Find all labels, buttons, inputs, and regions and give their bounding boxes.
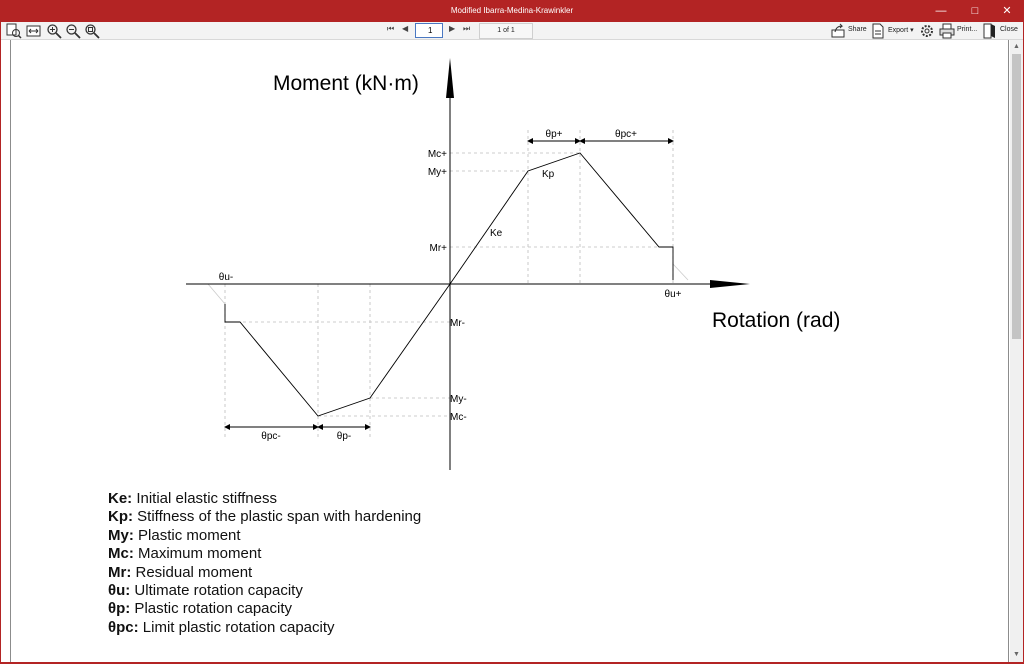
zoom-in-icon[interactable] <box>46 23 62 39</box>
x-axis-label: Rotation (rad) <box>712 309 841 332</box>
tick-mr-plus: Mr+ <box>429 243 447 254</box>
close-window-button[interactable]: ✕ <box>1002 5 1012 17</box>
label-kp: Kp <box>542 169 555 180</box>
label-theta-pc-minus: θpc- <box>261 431 281 442</box>
last-page-icon[interactable]: ⏭ <box>463 24 471 33</box>
close-button[interactable]: Close <box>1000 26 1018 33</box>
legend-row <box>108 619 608 637</box>
tick-my-plus: My+ <box>427 167 447 178</box>
export-button[interactable]: Export ▾ <box>888 27 914 34</box>
tick-theta-u-plus: θu+ <box>664 289 682 300</box>
gear-icon[interactable] <box>919 23 935 39</box>
prev-page-icon[interactable]: ◀ <box>402 24 409 33</box>
legend-key: θp: <box>108 600 131 618</box>
legend-text: Plastic rotation capacity <box>130 600 293 618</box>
zoom-out-icon[interactable] <box>65 23 81 39</box>
y-axis-label: Moment (kN·m) <box>273 72 419 95</box>
tick-theta-u-minus: θu- <box>218 272 234 283</box>
page-number-input[interactable] <box>415 23 443 38</box>
page-edge-right <box>1008 40 1009 662</box>
share-button[interactable]: Share <box>848 26 867 33</box>
legend-key: Mr: <box>108 563 132 581</box>
moment-rotation-chart <box>0 40 1008 480</box>
legend-key: θu: <box>108 581 131 599</box>
tail-right <box>673 264 688 280</box>
legend-text: Initial elastic stiffness <box>132 490 277 507</box>
share-icon[interactable] <box>830 23 846 39</box>
tick-my-minus: My- <box>450 394 467 405</box>
legend-row <box>108 600 608 618</box>
legend-row <box>108 490 608 508</box>
legend-text: Stiffness of the plastic span with hardening <box>133 508 422 526</box>
legend-text: Plastic moment <box>133 526 241 544</box>
export-icon[interactable] <box>870 23 886 39</box>
legend-row <box>108 508 608 526</box>
legend-text: Maximum moment <box>133 545 262 563</box>
legend-text: Ultimate rotation capacity <box>130 581 303 599</box>
y-axis-arrow <box>446 58 454 98</box>
scroll-up-icon[interactable]: ▲ <box>1013 43 1020 50</box>
legend-key: Kp: <box>108 508 133 526</box>
legend-text: Residual moment <box>131 563 253 581</box>
print-button[interactable]: Print... <box>957 26 978 33</box>
legend-row <box>108 582 608 600</box>
page-count: 1 of 1 <box>479 23 533 39</box>
tick-mc-minus: Mc- <box>450 412 467 423</box>
legend-row <box>108 564 608 582</box>
zoom-reset-icon[interactable] <box>84 23 100 39</box>
maximize-button[interactable]: □ <box>971 5 979 17</box>
legend-key: My: <box>108 526 134 544</box>
legend-key: Ke: <box>108 490 133 507</box>
tick-mc-plus: Mc+ <box>427 149 447 160</box>
print-icon[interactable] <box>939 23 955 39</box>
first-page-icon[interactable]: ⏮ <box>387 24 395 33</box>
title-bar[interactable] <box>0 0 1024 22</box>
scroll-down-icon[interactable]: ▼ <box>1013 651 1020 658</box>
window-title: Modified Ibarra-Medina-Krawinkler <box>450 6 574 15</box>
label-theta-p-minus: θp- <box>336 431 352 442</box>
scroll-thumb[interactable] <box>1012 54 1021 339</box>
x-axis-arrow <box>710 280 750 288</box>
toolbar <box>1 22 1023 40</box>
legend-key: Mc: <box>108 545 134 563</box>
legend-row <box>108 545 608 563</box>
tail-left <box>208 284 225 304</box>
legend-key: θpc: <box>108 618 139 636</box>
legend-text: Limit plastic rotation capacity <box>138 618 335 636</box>
fit-width-icon[interactable] <box>26 23 42 39</box>
close-doc-icon[interactable] <box>982 23 998 39</box>
legend-row <box>108 527 608 545</box>
next-page-icon[interactable]: ▶ <box>449 24 456 33</box>
label-theta-pc-plus: θpc+ <box>615 129 637 140</box>
label-theta-p-plus: θp+ <box>545 129 563 140</box>
legend <box>108 490 608 637</box>
minimize-button[interactable]: — <box>935 5 947 17</box>
tick-mr-minus: Mr- <box>450 318 465 329</box>
label-ke: Ke <box>490 228 503 239</box>
fit-page-icon[interactable] <box>6 23 22 39</box>
